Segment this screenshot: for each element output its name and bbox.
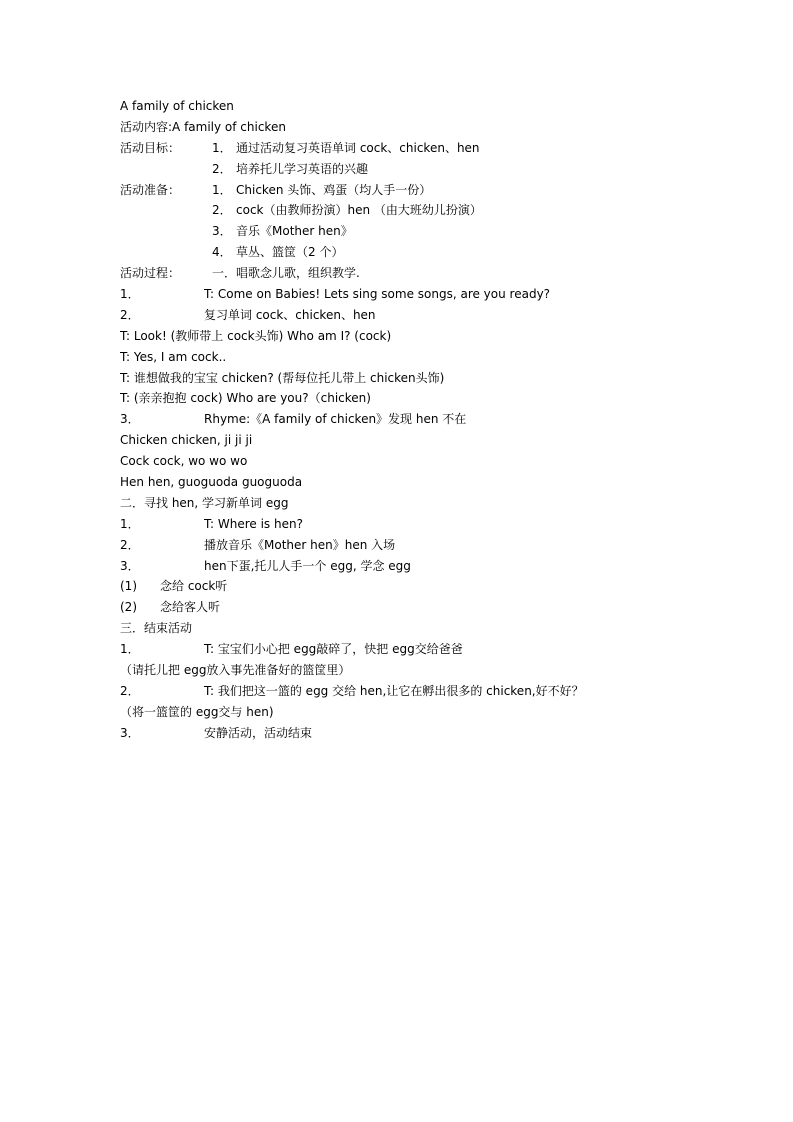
process-line (120, 263, 680, 284)
process-label: 活动过程： (120, 266, 181, 281)
rhyme-line-3 (120, 472, 680, 493)
section2-step-3 (120, 556, 680, 577)
content-line (120, 117, 680, 138)
step-text: hen下蛋,托儿人手一个 egg, 学念 egg (204, 558, 411, 573)
goal-item-text: 培养托儿学习英语的兴趣 (236, 161, 369, 176)
step-text: 复习单词 cock、chicken、hen (204, 307, 376, 322)
section3-note-2 (120, 702, 680, 723)
rhyme-line-1 (120, 430, 680, 451)
prep-line-1 (120, 180, 680, 201)
goals-label: 活动目标： (120, 140, 181, 155)
prep-line-3 (120, 221, 680, 242)
step-num: 3． (120, 558, 140, 573)
step-text: T: Where is hen? (204, 516, 303, 531)
section2-step-1 (120, 514, 680, 535)
step-text: T: 宝宝们小心把 egg敲碎了，快把 egg交给爸爸 (204, 642, 463, 657)
prep-item-text: 音乐《Mother hen》 (236, 224, 353, 239)
step-num: 1． (120, 642, 140, 657)
section2-heading-line (120, 493, 680, 514)
section1-step-1 (120, 284, 680, 305)
rhyme-line-2 (120, 451, 680, 472)
dialogue-line-2 (120, 347, 680, 368)
prep-item-text: 草丛、篮筐（2 个） (236, 245, 344, 260)
step-num: 2． (120, 307, 140, 322)
goal-item-num: 1． (212, 140, 232, 155)
section2-sub-1 (120, 576, 680, 597)
section3-step-3 (120, 723, 680, 744)
prep-item-num: 3． (212, 224, 232, 239)
step-text: T: 我们把这一篮的 egg 交给 hen,让它在孵出很多的 chicken,好不好？ (204, 683, 584, 698)
step-text: Rhyme:《A family of chicken》发现 hen 不在 (204, 412, 467, 427)
section2-heading: 二．寻找 hen, 学习新单词 egg (120, 495, 289, 510)
prep-line-4 (120, 242, 680, 263)
dialogue-text: T: Look! (教师带上 cock头饰) Who am I? (cock) (120, 328, 392, 343)
section3-heading-line (120, 618, 680, 639)
prep-item-num: 2． (212, 203, 232, 218)
sub-num: (1) (120, 579, 137, 594)
step-num: 2． (120, 537, 140, 552)
section1-step-2 (120, 305, 680, 326)
prep-line-2 (120, 200, 680, 221)
section3-step-2 (120, 681, 680, 702)
prep-item-1 (212, 180, 431, 201)
step-num: 1． (120, 516, 140, 531)
goal-item-1 (212, 138, 480, 159)
sub-text: 念给 cock听 (160, 579, 228, 594)
section3-heading: 三．结束活动 (120, 621, 193, 636)
step-text: 安静活动，活动结束 (204, 725, 313, 740)
prep-label: 活动准备： (120, 182, 181, 197)
prep-item-text: Chicken 头饰、鸡蛋（均人手一份） (236, 182, 432, 197)
dialogue-line-3 (120, 368, 680, 389)
document-title: A family of chicken (120, 99, 234, 113)
prep-item-2 (212, 200, 482, 221)
note-text: （将一篮筐的 egg交与 hen) (120, 704, 274, 719)
prep-item-num: 1． (212, 182, 232, 197)
note-text: （请托儿把 egg放入事先准备好的篮筐里） (120, 663, 351, 678)
prep-item-4 (212, 242, 343, 263)
prep-item-3 (212, 221, 353, 242)
dialogue-line-1 (120, 326, 680, 347)
goal-item-num: 2． (212, 161, 232, 176)
sub-text: 念给客人听 (160, 600, 221, 615)
step-text: T: Come on Babies! Lets sing some songs, are you ready? (204, 287, 551, 302)
dialogue-line-4 (120, 388, 680, 409)
goal-item-text: 通过活动复习英语单词 cock、chicken、hen (236, 140, 480, 155)
step-num: 2． (120, 683, 140, 698)
step-num: 3． (120, 412, 140, 427)
step-num: 1． (120, 287, 140, 302)
goal-line-1 (120, 138, 680, 159)
prep-item-num: 4． (212, 245, 232, 260)
section1-step-3 (120, 409, 680, 430)
goal-line-2 (120, 159, 680, 180)
rhyme-text: Cock cock, wo wo wo (120, 454, 248, 469)
goal-item-2 (212, 159, 368, 180)
document-body (120, 96, 680, 744)
dialogue-text: T: Yes, I am cock.. (120, 349, 227, 364)
dialogue-text: T: (亲亲抱抱 cock) Who are you?（chicken) (120, 391, 371, 406)
section3-note-1 (120, 660, 680, 681)
step-text: 播放音乐《Mother hen》hen 入场 (204, 537, 396, 552)
rhyme-text: Hen hen, guoguoda guoguoda (120, 475, 303, 490)
activity-content: 活动内容:A family of chicken (120, 119, 286, 134)
prep-item-text: cock（由教师扮演）hen （由大班幼儿扮演） (236, 203, 482, 218)
process-first-step: 一．唱歌念儿歌，组织教学. (212, 266, 360, 281)
dialogue-text: T: 谁想做我的宝宝 chicken? (帮每位托儿带上 chicken头饰) (120, 370, 445, 385)
section2-sub-2 (120, 597, 680, 618)
sub-num: (2) (120, 600, 137, 615)
step-num: 3． (120, 725, 140, 740)
rhyme-text: Chicken chicken, ji ji ji (120, 433, 253, 448)
section3-step-1 (120, 639, 680, 660)
section2-step-2 (120, 535, 680, 556)
title-line (120, 96, 680, 117)
